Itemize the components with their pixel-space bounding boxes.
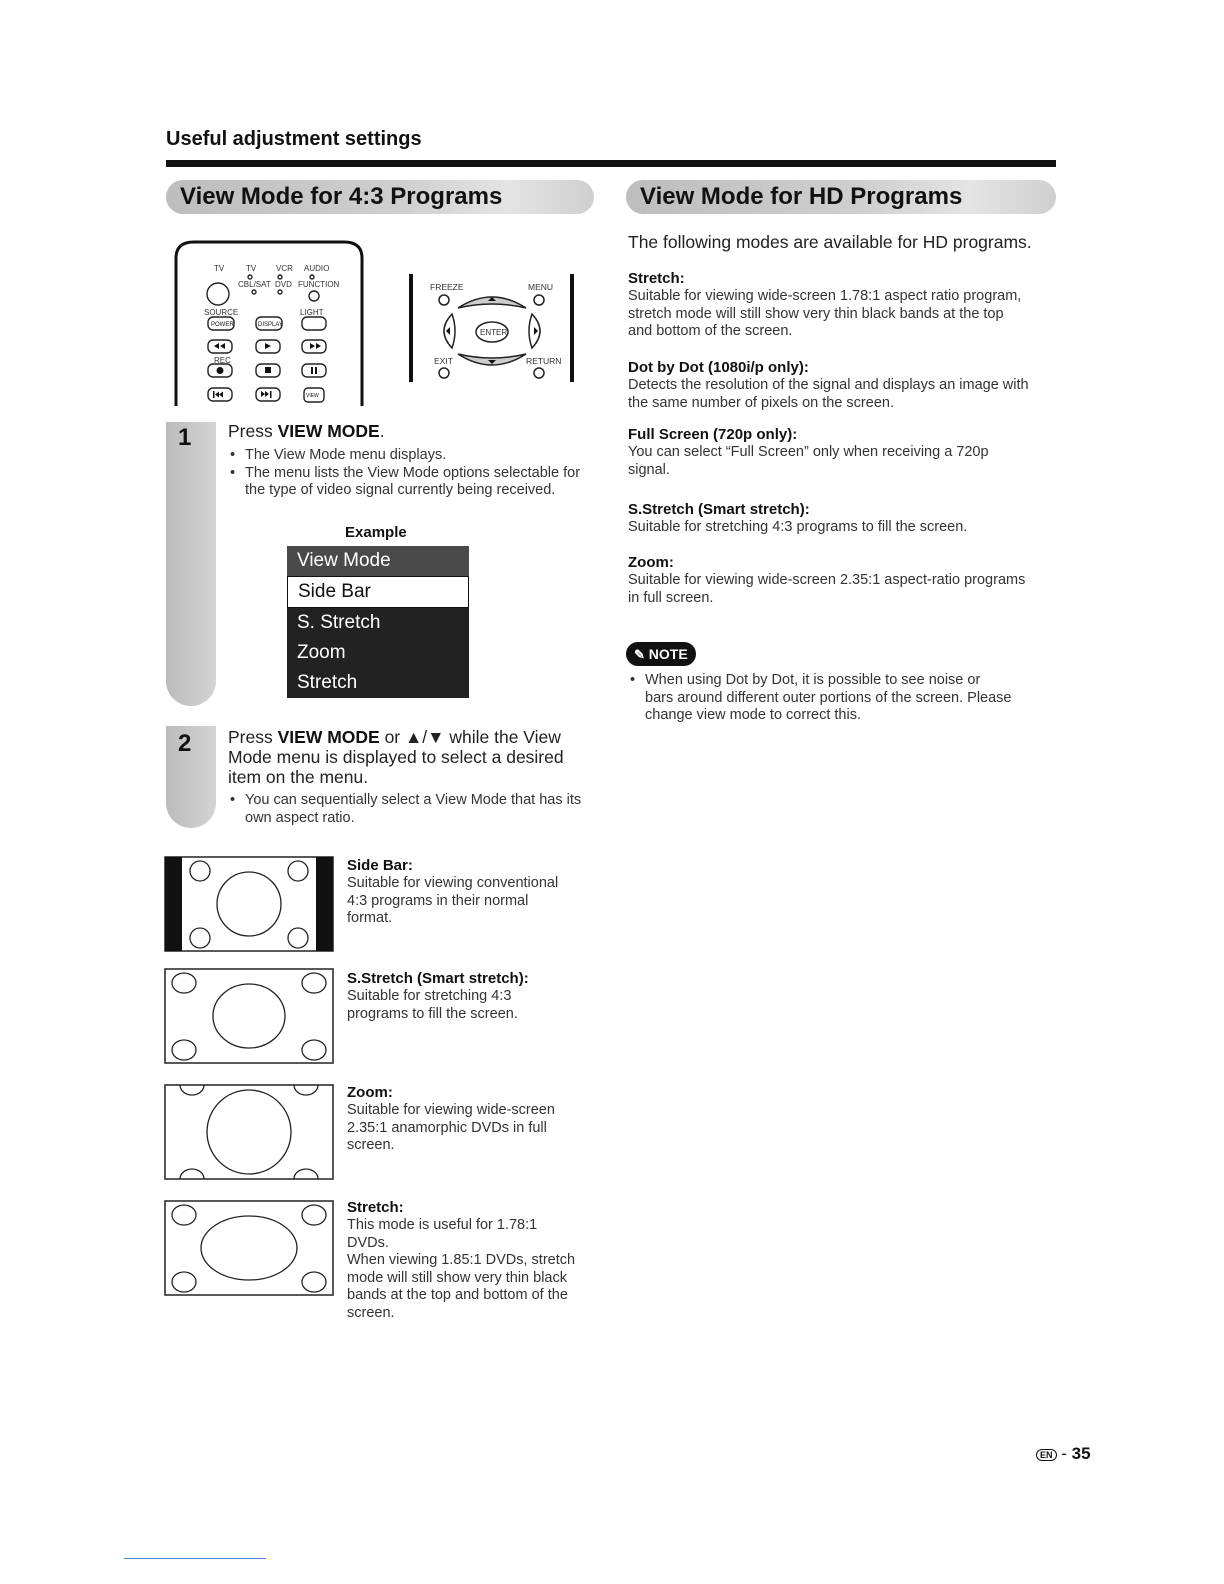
- mode-line: DVDs.: [347, 1234, 389, 1251]
- mode-title: Full Screen (720p only):: [628, 426, 798, 443]
- mode-line: bands at the top and bottom of the: [347, 1287, 568, 1303]
- step-2-bullet: • You can sequentially select a View Mode that has its own aspect ratio.: [228, 792, 590, 827]
- mode-title: Dot by Dot (1080i/p only):: [628, 359, 809, 376]
- mode-line: in full screen.: [628, 589, 714, 606]
- step-1-bullet: • The View Mode menu displays.: [228, 447, 590, 465]
- mode-title: Zoom:: [347, 1084, 393, 1101]
- nav-label-exit: EXIT: [434, 356, 453, 366]
- step-2-instruction: Press VIEW MODE or ▲/▼ while the View Mode menu is displayed to select a desired item on the menu.: [228, 727, 564, 787]
- menu-item-s-stretch[interactable]: S. Stretch: [297, 612, 381, 633]
- svg-text:VIEW: VIEW: [306, 393, 319, 399]
- remote-label-source: SOURCE: [204, 308, 239, 317]
- page-footer: EN - 35: [1036, 1444, 1091, 1464]
- mode-title: Stretch:: [347, 1199, 404, 1216]
- stretch-screen-icon: [164, 1200, 334, 1296]
- mode-title: Zoom:: [628, 554, 674, 571]
- remote-label-dvd: DVD: [275, 280, 292, 289]
- mode-line: Suitable for viewing wide-screen 1.78:1 aspect ratio program,: [628, 288, 1022, 304]
- mode-line: When viewing 1.85:1 DVDs, stretch: [347, 1252, 576, 1268]
- power-button-icon: [207, 283, 229, 305]
- rewind-button: [208, 340, 232, 353]
- zoom-screen-icon: [164, 1084, 334, 1180]
- remote-label-cblsat: CBL/SAT: [238, 280, 271, 289]
- menu-item-stretch[interactable]: Stretch: [297, 672, 358, 693]
- note-line: change view mode to correct this.: [645, 707, 861, 723]
- banner-4-3-title: View Mode for 4:3 Programs: [180, 183, 503, 210]
- mode-line: You can select “Full Screen” only when receiving a 720p: [628, 444, 989, 460]
- remote-label-vcr: VCR: [276, 264, 293, 273]
- mode-line: Suitable for stretching 4:3: [347, 988, 512, 1004]
- nav-label-return: RETURN: [526, 356, 562, 366]
- mode-line: Suitable for viewing wide-screen: [347, 1102, 555, 1118]
- banner-hd-title: View Mode for HD Programs: [640, 183, 963, 210]
- hd-mode-dot-by-dot: [628, 359, 1068, 412]
- pause-button: [302, 364, 326, 377]
- mode-line: 4:3 programs in their normal: [347, 892, 529, 909]
- mode-line: Suitable for viewing conventional: [347, 875, 559, 891]
- mode-line: programs to fill the screen.: [347, 1005, 518, 1022]
- svg-text:DISPLAY: DISPLAY: [258, 322, 283, 328]
- step-1-number: 1: [178, 424, 192, 451]
- nav-label-freeze: FREEZE: [430, 282, 464, 292]
- light-button: [302, 317, 326, 330]
- view-mode-menu: [287, 546, 469, 698]
- mode-line: Suitable for viewing wide-screen 2.35:1 aspect-ratio programs: [628, 572, 1026, 588]
- menu-item-side-bar[interactable]: Side Bar: [287, 576, 469, 608]
- mode-title: S.Stretch (Smart stretch):: [628, 501, 810, 518]
- mode-title: Stretch:: [628, 270, 685, 287]
- remote-label-rec: REC: [214, 356, 231, 365]
- remote-label-audio: AUDIO: [304, 264, 330, 273]
- step-2-bullets: [228, 792, 590, 827]
- mode-title: Side Bar:: [347, 857, 413, 874]
- mode-line: 2.35:1 anamorphic DVDs in full: [347, 1119, 547, 1136]
- mode-line: Detects the resolution of the signal and displays an image with: [628, 377, 1029, 393]
- note-line: When using Dot by Dot, it is possible to see noise or: [645, 672, 981, 688]
- banner-hd-programs: [626, 180, 1056, 214]
- remote-label-tv: TV: [214, 264, 225, 273]
- nav-pad-illustration: [406, 270, 578, 386]
- menu-button: [534, 295, 544, 305]
- mode-line: screen.: [347, 1137, 395, 1153]
- pencil-icon: ✎: [634, 647, 645, 662]
- s-stretch-screen-icon: [164, 968, 334, 1064]
- mode-line: format.: [347, 910, 393, 926]
- hd-mode-s-stretch: [628, 501, 1068, 537]
- side-bar-screen-icon: [164, 856, 334, 952]
- mode-line: mode will still show very thin black: [347, 1269, 567, 1286]
- mode-line: signal.: [628, 461, 670, 478]
- menu-title: View Mode: [287, 546, 469, 576]
- return-button: [534, 368, 544, 378]
- section-header: Useful adjustment settings: [166, 128, 422, 150]
- step-1-instruction: Press VIEW MODE.: [228, 421, 385, 441]
- step-1-bullet: • The menu lists the View Mode options selectable for the type of video signal currently being received.: [228, 465, 590, 500]
- page-number: 35: [1071, 1444, 1091, 1463]
- mode-line: the same number of pixels on the screen.: [628, 394, 894, 411]
- hd-mode-full-screen: [628, 426, 1068, 479]
- freeze-button: [439, 295, 449, 305]
- nav-label-enter: ENTER: [480, 328, 508, 337]
- remote-label-light: LIGHT: [300, 308, 324, 317]
- header-rule: [166, 160, 1056, 167]
- remote-label-function: FUNCTION: [298, 280, 340, 289]
- nav-label-menu: MENU: [528, 282, 554, 292]
- note-bullet: • When using Dot by Dot, it is possible to see noise or bars around different outer portions of the screen. Please change view mode to correct this.: [628, 672, 1058, 725]
- example-label: Example: [345, 524, 407, 541]
- mode-line: Suitable for stretching 4:3 programs to fill the screen.: [628, 519, 968, 535]
- banner-4-3-programs: [166, 180, 594, 214]
- mode-title: S.Stretch (Smart stretch):: [347, 970, 529, 987]
- mode-zoom: [347, 1084, 607, 1155]
- hd-mode-zoom: [628, 554, 1068, 607]
- step-1-bullets: [228, 447, 590, 500]
- mode-line: screen.: [347, 1304, 395, 1321]
- mode-line: This mode is useful for 1.78:1: [347, 1217, 538, 1233]
- mode-line: and bottom of the screen.: [628, 323, 793, 339]
- step-2-number: 2: [178, 730, 192, 757]
- step-1-bar: [166, 422, 216, 706]
- remote-label-tv2: TV: [246, 264, 257, 273]
- mode-line: stretch mode will still show very thin black bands at the top: [628, 305, 1004, 322]
- bottom-rule: [124, 1558, 266, 1559]
- exit-button: [439, 368, 449, 378]
- remote-illustration: [170, 236, 370, 412]
- svg-text:POWER: POWER: [211, 322, 234, 328]
- mode-side-bar: [347, 857, 607, 928]
- hd-mode-stretch: [628, 270, 1068, 341]
- menu-item-zoom[interactable]: Zoom: [297, 642, 346, 663]
- note-badge: [626, 642, 696, 666]
- note-label: NOTE: [648, 646, 688, 662]
- language-badge: EN: [1036, 1449, 1057, 1461]
- mode-stretch: [347, 1199, 607, 1322]
- note-line: bars around different outer portions of the screen. Please: [645, 689, 1012, 706]
- hd-intro: The following modes are available for HD programs.: [628, 232, 1032, 252]
- mode-s-stretch: [347, 970, 607, 1023]
